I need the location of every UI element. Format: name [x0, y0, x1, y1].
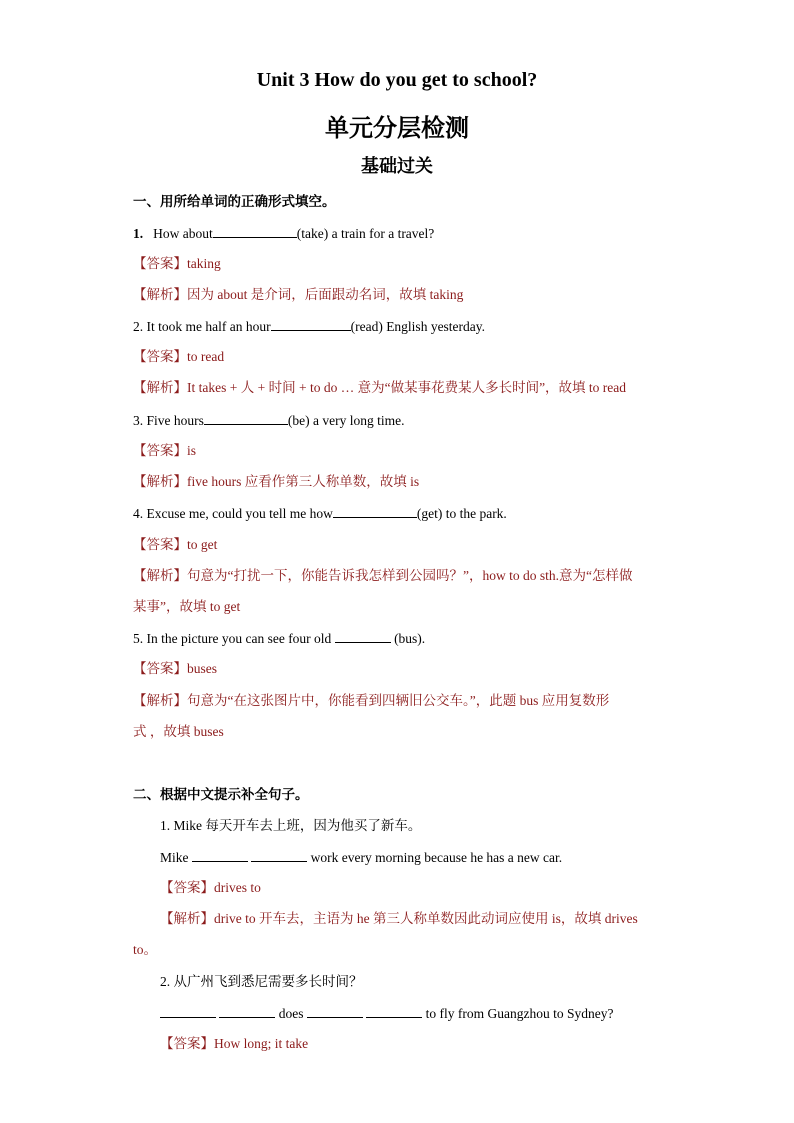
analysis-continued: 某事”，故填 to get — [133, 599, 241, 614]
question-text: to fly from Guangzhou to Sydney? — [425, 1006, 614, 1021]
analysis-continued: 式 ，故填 buses — [133, 724, 224, 739]
answer: 【答案】taking — [133, 256, 221, 271]
question-text: How about — [153, 226, 213, 241]
answer: 【答案】to read — [133, 349, 225, 364]
question-2 — [133, 317, 485, 336]
answer-blank[interactable] — [160, 1004, 216, 1018]
answer-blank[interactable] — [271, 317, 351, 331]
question-text: 2. It took me half an hour — [133, 319, 271, 334]
analysis: 【解析】句意为“在这张图片中，你能看到四辆旧公交车。”，此题 bus 应用复数形 — [133, 693, 610, 708]
question-number: 1. — [133, 226, 144, 241]
analysis: 【解析】It takes + 人 + 时间 + to do … 意为“做某事花费某人多长时间”，故填 to read — [133, 380, 627, 395]
question-text: Mike — [160, 850, 189, 865]
answer: 【答案】to get — [133, 537, 218, 552]
question-text: 3. Five hours — [133, 413, 204, 428]
answer-blank[interactable] — [251, 848, 307, 862]
document-subtitle: 单元分层检测 — [325, 116, 469, 142]
question-text: (be) a very long time. — [287, 413, 405, 428]
question-3 — [133, 411, 404, 430]
answer: 【答案】drives to — [160, 880, 261, 895]
question-text: 4. Excuse me, could you tell me how — [133, 506, 333, 521]
question-text: (read) English yesterday. — [350, 319, 486, 334]
answer-blank[interactable] — [213, 224, 297, 238]
question-text: (take) a train for a travel? — [296, 226, 435, 241]
answer-blank[interactable] — [366, 1004, 422, 1018]
answer-blank[interactable] — [333, 504, 417, 518]
analysis-continued: to。 — [133, 942, 158, 957]
answer: 【答案】is — [133, 443, 197, 458]
question-text: 5. In the picture you can see four old — [133, 631, 332, 646]
section2-question-2-chinese: 2. 从广州飞到悉尼需要多长时间？ — [160, 974, 363, 989]
analysis: 【解析】因为 about 是介词，后面跟动名词，故填 taking — [133, 287, 464, 302]
analysis: 【解析】five hours 应看作第三人称单数，故填 is — [133, 474, 420, 489]
question-text: (get) to the park. — [416, 506, 507, 521]
question-1 — [133, 224, 434, 243]
question-text: does — [278, 1006, 304, 1021]
answer-blank[interactable] — [204, 411, 288, 425]
question-5 — [133, 629, 425, 648]
section1-heading: 一、用所给单词的正确形式填空。 — [133, 194, 336, 209]
unit-title: Unit 3 How do you get to school? — [256, 69, 538, 91]
section2-question-1-chinese: 1. Mike 每天开车去上班，因为他买了新车。 — [160, 818, 422, 833]
answer-blank[interactable] — [335, 629, 391, 643]
answer-blank[interactable] — [192, 848, 248, 862]
question-text: work every morning because he has a new car. — [310, 850, 563, 865]
answer: 【答案】How long; it take — [160, 1036, 309, 1051]
section2-heading: 二、根据中文提示补全句子。 — [133, 787, 309, 802]
answer-blank[interactable] — [219, 1004, 275, 1018]
answer: 【答案】buses — [133, 661, 217, 676]
section2-question-1-english — [160, 848, 562, 867]
level-heading: 基础过关 — [361, 156, 433, 176]
analysis: 【解析】drive to 开车去，主语为 he 第三人称单数因此动词应使用 is，故填 drives — [160, 911, 638, 926]
question-text: (bus). — [394, 631, 426, 646]
analysis: 【解析】句意为“打扰一下，你能告诉我怎样到公园吗？”，how to do sth.意为“怎样做 — [133, 568, 633, 583]
section2-question-2-english — [160, 1004, 613, 1023]
answer-blank[interactable] — [307, 1004, 363, 1018]
question-4 — [133, 504, 507, 523]
